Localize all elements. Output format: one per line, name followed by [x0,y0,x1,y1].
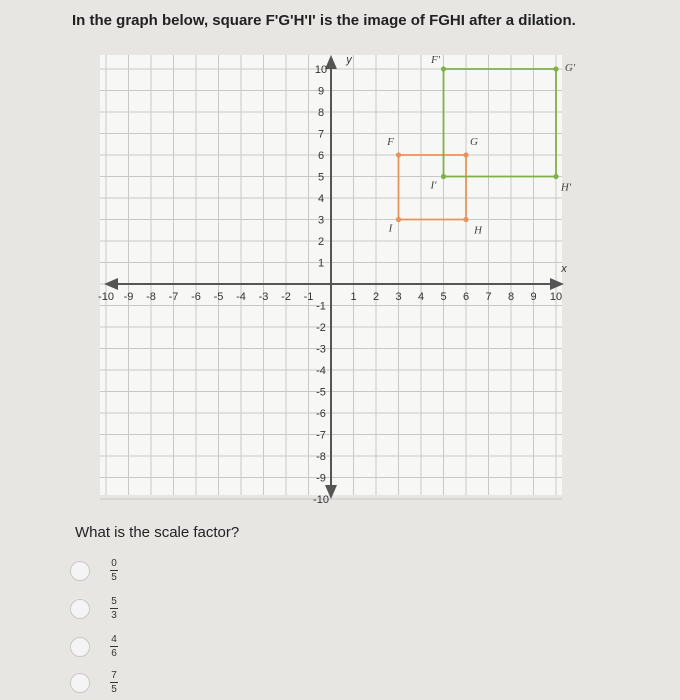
x-tick-label: 1 [350,291,357,303]
x-tick-label: 10 [549,291,563,303]
x-tick-label: -9 [123,291,134,303]
x-tick-label: -2 [281,291,291,303]
x-tick-label: -7 [168,291,179,303]
y-tick-label: -2 [316,322,326,334]
numerator: 7 [111,670,117,681]
vertex-point [396,152,401,157]
choice-a[interactable] [70,558,118,583]
x-tick-label: -1 [303,291,314,303]
choice-d[interactable] [70,670,118,695]
vertex-point [396,217,401,222]
x-tick-label: -3 [258,291,269,303]
vertex-point [553,66,558,71]
vertex-label: F' [430,54,441,66]
question-text: In the graph below, square F'G'H'I' is the image of FGHI after a dilation. [72,12,576,29]
numerator: 0 [111,558,117,569]
vertex-label: I' [430,179,437,192]
denominator: 5 [111,572,117,583]
vertex-point [553,174,558,179]
vertex-label: G [470,136,478,148]
y-tick-label: -1 [316,300,326,313]
numerator: 5 [111,596,117,607]
y-tick-label: -10 [313,494,329,506]
scale-factor-prompt: What is the scale factor? [75,524,240,541]
vertex-label: I [388,222,393,235]
radio-button[interactable] [70,673,90,693]
vertex-point [463,217,468,222]
numerator: 4 [111,634,117,645]
y-tick-label: 5 [317,171,325,184]
y-tick-label: 8 [317,107,325,119]
fraction-bar [110,646,118,647]
vertex-point [463,152,468,157]
y-tick-label: 3 [317,214,325,227]
denominator: 3 [111,610,117,621]
x-tick-label: -10 [98,291,114,303]
fraction [110,558,118,583]
x-tick-label: 7 [485,291,492,303]
radio-button[interactable] [70,637,90,657]
y-axis-label: y [346,54,352,66]
x-tick-label: 5 [440,291,447,303]
vertex-point [441,66,446,71]
y-tick-label: -7 [316,429,326,442]
fraction [110,634,118,659]
denominator: 5 [111,684,117,695]
denominator: 6 [111,648,117,659]
radio-button[interactable] [70,599,90,619]
y-tick-label: -3 [316,343,326,356]
vertex-label: H' [560,181,572,194]
x-tick-label: -5 [213,291,224,303]
y-tick-label: 7 [317,128,325,141]
y-tick-label: 2 [317,236,325,248]
radio-button[interactable] [70,561,90,581]
x-tick-label: -4 [236,291,246,303]
y-tick-label: -8 [316,451,326,463]
choice-c[interactable] [70,634,118,659]
y-tick-label: -9 [316,472,326,485]
fraction [110,596,118,621]
x-tick-label: -8 [146,291,156,303]
y-tick-label: -6 [316,408,326,420]
y-tick-label: 6 [317,150,325,162]
y-tick-label: 1 [317,257,325,270]
x-tick-label: -6 [191,291,201,303]
choice-b[interactable] [70,596,118,621]
y-tick-label: 4 [317,193,325,205]
x-tick-label: 3 [395,291,402,303]
fraction-bar [110,570,118,571]
x-axis-label: x [561,263,567,275]
x-tick-label: 9 [530,291,537,303]
y-tick-label: 10 [314,64,328,76]
y-tick-label: -4 [316,365,326,377]
y-tick-label: 9 [317,85,325,98]
fraction [110,670,118,695]
x-tick-label: 4 [417,291,425,303]
vertex-label: F [387,136,394,148]
fraction-bar [110,682,118,683]
fraction-bar [110,608,118,609]
vertex-label: G' [564,62,576,74]
x-tick-label: 8 [507,291,515,303]
x-tick-label: 2 [372,291,380,303]
x-tick-label: 6 [462,291,470,303]
vertex-point [441,174,446,179]
y-tick-label: -5 [316,386,326,399]
vertex-label: H [474,224,482,237]
